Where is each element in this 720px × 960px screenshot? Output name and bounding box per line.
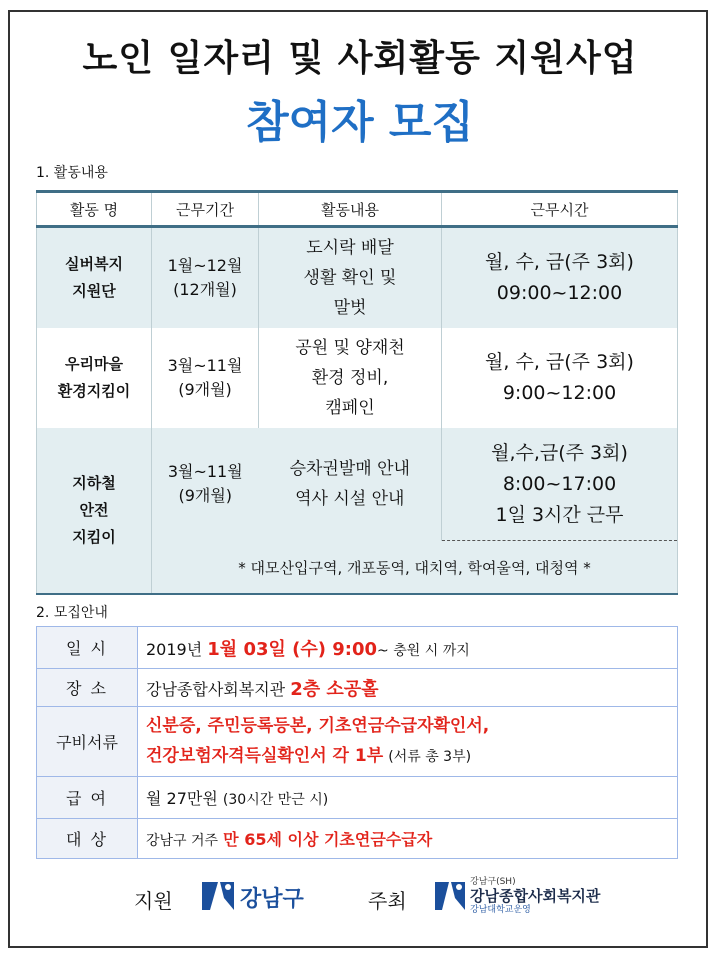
docs-label: 구비서류: [37, 707, 138, 777]
table-row: [37, 627, 678, 669]
activity-cell: 승차권발매 안내 역사 시설 안내: [259, 428, 442, 541]
date-label: 일 시: [37, 627, 138, 669]
activity-cell: 도시락 배달 생활 확인 및 말벗: [259, 227, 442, 329]
table-row: [37, 328, 678, 428]
place-label: 장 소: [37, 669, 138, 707]
activity-name-cell: 실버복지 지원단: [37, 227, 152, 329]
target-label: 대 상: [37, 819, 138, 859]
host-label: 주최: [368, 889, 407, 913]
period-cell: 3월~11월 (9개월): [152, 328, 259, 428]
host-org-block: [470, 878, 600, 915]
hours-cell: 월, 수, 금(주 3회) 9:00~12:00: [442, 328, 678, 428]
activity-table: [36, 190, 678, 595]
gangnam-gu-logo: [198, 876, 238, 920]
col-activity: 활동내용: [259, 192, 442, 227]
col-hours: 근무시간: [442, 192, 678, 227]
gangnam-emblem-icon: [198, 876, 238, 916]
date-value: 2019년 1월 03일 (수) 9:00~ 충원 시 까지: [138, 627, 678, 669]
host-sub: 강남대학교운영: [470, 905, 531, 915]
activity-table-header: [37, 192, 678, 227]
poster-subtitle: 참여자 모집: [246, 97, 474, 148]
activity-cell: 공원 및 양재천 환경 정비, 캠페인: [259, 328, 442, 428]
pay-value: 월 27만원 (30시간 만근 시): [138, 777, 678, 819]
host-org: 강남종합사회복지관: [470, 887, 601, 905]
host-small: 강남구(SH): [470, 877, 516, 887]
support-label: 지원: [134, 889, 173, 913]
table-row: [37, 227, 678, 329]
hours-cell: 월, 수, 금(주 3회) 09:00~12:00: [442, 227, 678, 329]
stations-note: * 대모산입구역, 개포동역, 대치역, 학여울역, 대청역 *: [152, 541, 678, 595]
table-row: [37, 819, 678, 859]
welfare-center-logo: [432, 876, 468, 920]
recruit-table: [36, 626, 678, 859]
activity-name-cell: 지하철 안전 지킴이: [37, 428, 152, 594]
docs-value: 신분증, 주민등록등본, 기초연금수급자확인서, 건강보험자격득실확인서 각 1부 (서류 총 3부): [138, 707, 678, 777]
pay-label: 급 여: [37, 777, 138, 819]
section1-heading: 1. 활동내용: [36, 165, 108, 181]
poster-title: 노인 일자리 및 사회활동 지원사업: [82, 38, 638, 79]
table-row: [37, 777, 678, 819]
period-cell: 1월~12월 (12개월): [152, 227, 259, 329]
welfare-emblem-icon: [432, 876, 468, 916]
table-row: [37, 669, 678, 707]
col-activity-name: 활동 명: [37, 192, 152, 227]
col-period: 근무기간: [152, 192, 259, 227]
target-value: 강남구 거주 만 65세 이상 기초연금수급자: [138, 819, 678, 859]
hours-cell: 월,수,금(주 3회) 8:00~17:00 1일 3시간 근무: [442, 428, 678, 541]
place-value: 강남종합사회복지관 2층 소공홀: [138, 669, 678, 707]
activity-name-cell: 우리마을 환경지킴이: [37, 328, 152, 428]
period-cell: 3월~11월 (9개월): [152, 428, 259, 541]
table-row: [37, 707, 678, 777]
table-row: [37, 428, 678, 541]
support-org: 강남구: [240, 887, 304, 912]
section2-heading: 2. 모집안내: [36, 605, 108, 621]
